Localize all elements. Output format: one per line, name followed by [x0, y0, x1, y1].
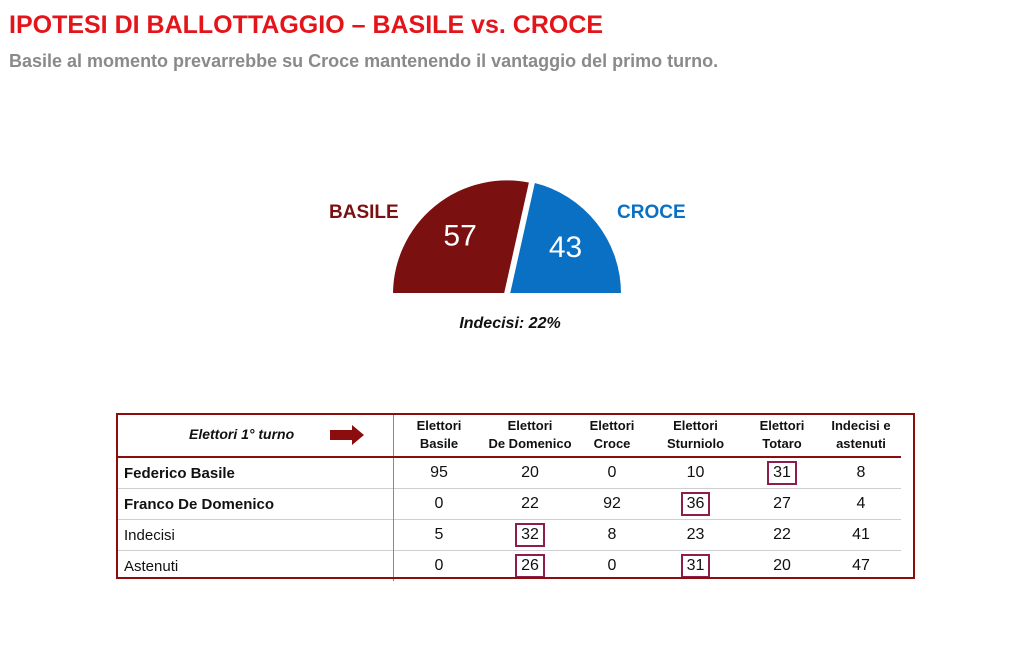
table-cell: 0	[576, 551, 648, 582]
table-cell: 4	[821, 489, 901, 520]
table-cell: 41	[821, 520, 901, 551]
transfer-table	[117, 414, 901, 581]
column-header: Elettori Sturniolo	[648, 414, 743, 457]
table-cell: 27	[743, 489, 821, 520]
row-label: Franco De Domenico	[117, 489, 394, 520]
table-cell: 47	[821, 551, 901, 582]
column-header: Elettori Croce	[576, 414, 648, 457]
croce-value-label: 43	[548, 231, 583, 265]
table-row	[117, 457, 901, 489]
table-cell: 0	[607, 464, 617, 481]
arrow-right-icon	[330, 425, 364, 445]
table-header-row	[117, 414, 901, 457]
table-cell: 10	[686, 464, 705, 481]
basile-series-label: BASILE	[329, 202, 399, 223]
undecided-annotation: Indecisi: 22%	[459, 315, 561, 332]
page-subtitle: Basile al momento prevarrebbe su Croce mantenendo il vantaggio del primo turno.	[9, 51, 719, 71]
table-cell: 95	[430, 464, 448, 481]
row-label: Indecisi	[117, 520, 394, 551]
corner-label: Elettori 1° turno	[189, 426, 295, 442]
table-row	[117, 489, 901, 520]
highlighted-value: 26	[515, 554, 545, 578]
table-cell: 0	[394, 551, 485, 582]
row-label: Astenuti	[117, 551, 394, 582]
table-row	[117, 520, 901, 551]
table-cell	[743, 457, 821, 489]
row-label: Federico Basile	[117, 457, 394, 489]
table-cell: 8	[856, 464, 866, 481]
highlighted-value: 31	[681, 554, 711, 578]
table-row	[117, 551, 901, 582]
highlighted-value: 32	[515, 523, 545, 547]
highlighted-value: 31	[767, 461, 797, 485]
page-title: IPOTESI DI BALLOTTAGGIO – BASILE vs. CROCE	[9, 11, 604, 39]
table-cell: 20	[521, 464, 539, 481]
table-cell: 20	[743, 551, 821, 582]
table-cell: 22	[484, 489, 576, 520]
table-cell	[648, 489, 743, 520]
column-header: Elettori Basile	[394, 414, 485, 457]
column-header: Elettori De Domenico	[484, 414, 576, 457]
table-cell: 0	[394, 489, 485, 520]
table-cell: 92	[576, 489, 648, 520]
table-cell	[484, 551, 576, 582]
highlighted-value: 36	[681, 492, 711, 516]
column-header: Indecisi e astenuti	[821, 414, 901, 457]
table-cell	[648, 551, 743, 582]
basile-value-label: 57	[443, 219, 477, 253]
table-cell: 5	[394, 520, 485, 551]
table-cell: 23	[648, 520, 743, 551]
table-cell: 22	[743, 520, 821, 551]
table-corner-header	[117, 414, 394, 457]
table-cell	[484, 520, 576, 551]
column-header: Elettori Totaro	[743, 414, 821, 457]
croce-series-label: CROCE	[617, 202, 686, 223]
table-cell: 8	[576, 520, 648, 551]
